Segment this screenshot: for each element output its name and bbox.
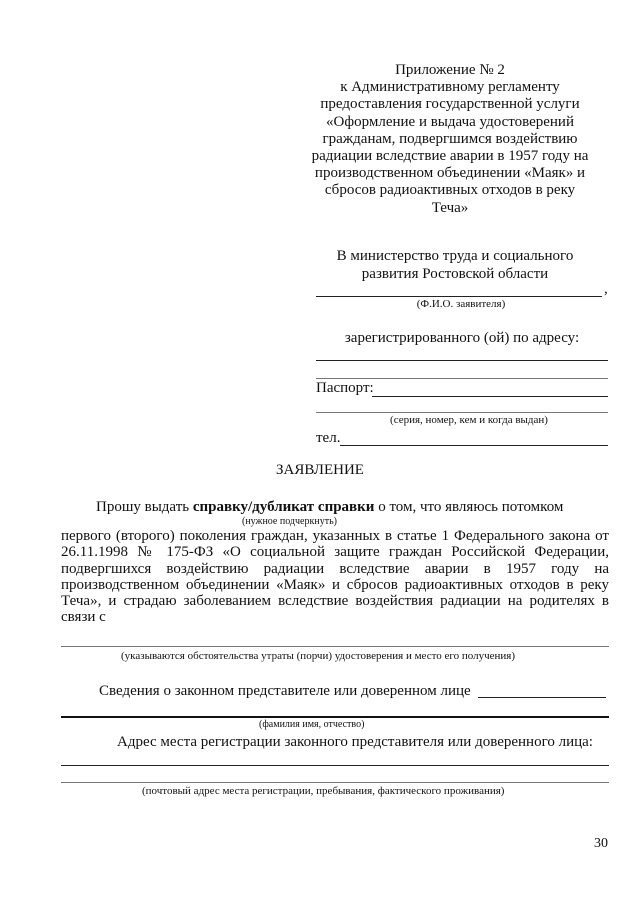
- recipient-line: развития Ростовской области: [361, 265, 549, 282]
- fio-caption: (Ф.И.О. заявителя): [416, 298, 506, 310]
- loss-caption: (указываются обстоятельства утраты (порчи) удостоверения и место его получения): [121, 650, 516, 662]
- body-line: Теча», и страдаю заболеванием вследствие воздействия радиации на родителях в: [61, 593, 609, 610]
- rep-address-field-2[interactable]: [61, 782, 609, 783]
- body-line: 26.11.1998 № 175-ФЗ «О социальной защите граждан Российской Федерации,: [61, 544, 609, 561]
- statement-title: ЗАЯВЛЕНИЕ: [276, 462, 364, 478]
- fio-field[interactable]: [316, 296, 602, 297]
- representative-label: Сведения о законном представителе или доверенном лице: [99, 683, 471, 699]
- appendix-line: Теча»: [431, 199, 469, 216]
- loss-details-field[interactable]: [61, 646, 609, 647]
- statement-body: [61, 528, 609, 626]
- representative-caption: (фамилия имя, отчество): [259, 719, 365, 730]
- appendix-line: к Административному регламенту: [340, 79, 560, 96]
- appendix-line: предоставления государственной услуги: [320, 96, 580, 113]
- rep-address-field-1[interactable]: [61, 765, 609, 766]
- page-number: 30: [594, 836, 608, 851]
- intro-bold-choice: справку/дубликат справки: [192, 499, 375, 515]
- passport-caption: (серия, номер, кем и когда выдан): [390, 414, 548, 426]
- appendix-line: радиации вследствие аварии в 1957 году на: [311, 148, 589, 165]
- registered-label: зарегистрированного (ой) по адресу:: [344, 330, 580, 346]
- body-line: подвергшихся воздействию радиации вследствие аварии в 1957 году на: [61, 560, 609, 577]
- appendix-line: сбросов радиоактивных отходов в реку: [324, 182, 576, 199]
- recipient-line: В министерство труда и социального: [336, 248, 574, 264]
- passport-field-2[interactable]: [316, 412, 608, 413]
- address-label: Адрес места регистрации законного представителя или доверенного лица:: [117, 734, 593, 750]
- address-field-1[interactable]: [316, 360, 608, 361]
- underline-hint: (нужное подчеркнуть): [242, 516, 337, 527]
- statement-intro: [96, 499, 563, 516]
- appendix-block: [300, 62, 600, 217]
- appendix-line: производственном объединении «Маяк» и: [314, 165, 586, 182]
- recipient-ministry: [300, 248, 610, 283]
- tel-label: тел.: [316, 430, 341, 446]
- address-caption: (почтовый адрес места регистрации, пребывания, фактического проживания): [142, 785, 505, 797]
- passport-field-1[interactable]: [372, 396, 608, 397]
- appendix-line: «Оформление и выдача удостоверений: [326, 113, 574, 130]
- fio-comma: ,: [604, 281, 608, 297]
- body-line: связи с: [61, 609, 106, 626]
- appendix-line: гражданам, подвергшимся воздействию: [322, 130, 578, 147]
- representative-field-inline[interactable]: [478, 697, 606, 698]
- appendix-title: Приложение № 2: [395, 62, 505, 78]
- body-line: первого (второго) поколения граждан, указанных в статье 1 Федерального закона от: [61, 528, 609, 544]
- intro-prefix: Прошу выдать: [96, 499, 193, 515]
- intro-suffix: о том, что являюсь потомком: [374, 499, 564, 515]
- tel-field[interactable]: [340, 445, 608, 446]
- passport-label: Паспорт:: [316, 380, 374, 396]
- representative-field[interactable]: [61, 716, 609, 718]
- body-line: производственном объединении «Маяк» и сбросов радиоактивных отходов в реку: [61, 576, 609, 593]
- address-field-2[interactable]: [316, 378, 608, 379]
